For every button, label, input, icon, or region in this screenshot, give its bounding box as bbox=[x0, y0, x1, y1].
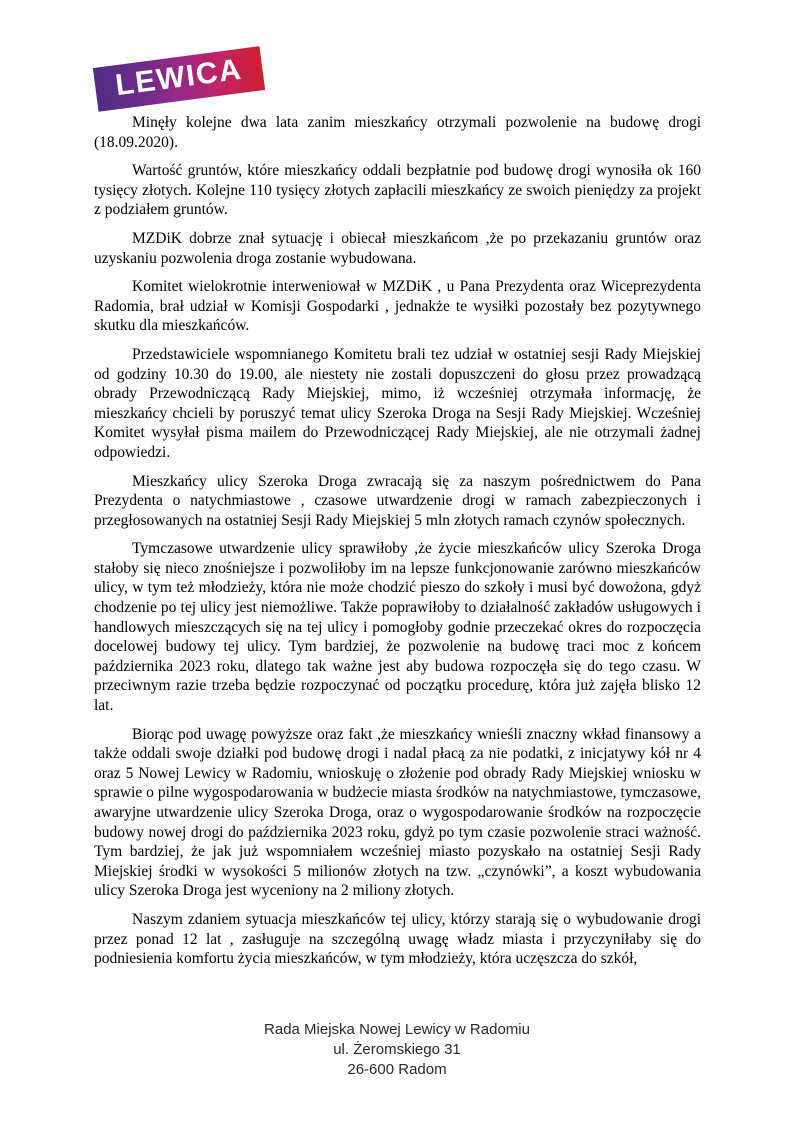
paragraph-7: Tymczasowe utwardzenie ulicy sprawiłoby ,że życie mieszkańców ulicy Szeroka Droga stałoby się nieco znośniejsze i pozwoliłoby im na lepsze funkcjonowanie zarówno mieszkańców ulicy, w tym też młodzieży, która nie może chodzić pieszo do szkoły i musi być dowożona, gdyż chodzenie po tej ulicy jest niemożliwe. Także poprawiłoby to działalność zakładów usługowych i handlowych mieszczących się na tej ulicy i pomogłoby godnie przeczekać okres do rozpoczęcia docelowej budowy tej ulicy. Tym bardziej, że pozwolenie na budowę traci moc z końcem października 2023 roku, dlatego tak ważne jest aby budowa rozpoczęła się do tego czasu. W przeciwnym razie trzeba będzie rozpoczynać od początku procedurę, która już zajęła blisko 12 lat. bbox=[94, 540, 701, 715]
paragraph-6: Mieszkańcy ulicy Szeroka Droga zwracają się za naszym pośrednictwem do Pana Prezydenta o natychmiastowe , czasowe utwardzenie drogi w ramach zabezpieczonych i przegłosowanych na ostatniej Sesji Rady Miejskiej 5 mln złotych ramach czynów społecznych. bbox=[94, 472, 701, 529]
footer-line-street: ul. Żeromskiego 31 bbox=[333, 1041, 461, 1058]
footer-line-organization: Rada Miejska Nowej Lewicy w Radomiu bbox=[264, 1021, 530, 1038]
footer-address bbox=[0, 1020, 794, 1080]
lewica-logo-text: LEWICA bbox=[113, 52, 245, 103]
paragraph-2: Wartość gruntów, które mieszkańcy oddali bezpłatnie pod budowę drogi wynosiła ok 160 tysięcy złotych. Kolejne 110 tysięcy złotych zapłacili mieszkańcy ze swoich pieniędzy za projekt z podziałem gruntów. bbox=[94, 162, 701, 219]
paragraph-9: Naszym zdaniem sytuacja mieszkańców tej ulicy, którzy starają się o wybudowanie drogi przez ponad 12 lat , zasługuje na szczególną uwagę władz miasta i przyczyniłaby się do podniesienia komfortu życia mieszkańców, w tym młodzieży, która uczęszcza do szkół, bbox=[94, 910, 701, 968]
paragraph-3: MZDiK dobrze znał sytuację i obiecał mieszkańcom ,że po przekazaniu gruntów oraz uzyskaniu pozwolenia droga zostanie wybudowana. bbox=[94, 229, 701, 267]
paragraph-8: Biorąc pod uwagę powyższe oraz fakt ,że mieszkańcy wnieśli znaczny wkład finansowy a także oddali swoje działki pod budowę drogi i nadal płacą za nie podatki, z inicjatywy kół nr 4 oraz 5 Nowej Lewicy w Radomiu, wnioskuję o złożenie pod obrady Rady Miejskiej wniosku w sprawie o pilne wygospodarowania w budżecie miasta środków na natychmiastowe, tymczasowe, awaryjne utwardzenie ulicy Szeroka Droga, oraz o wygospodarowanie środków na rozpoczęcie budowy nowej drogi do października 2023 roku, gdyż po tym czasie pozwolenie straci ważność. Tym bardziej, że jak już wspomniałem wcześniej miasto pozyskało na ostatniej Sesji Rady Miejskiej środki w wysokości 5 milionów złotych na tzw. „czynówki”, a koszt wybudowania ulicy Szeroka Droga jest wyceniony na 2 miliony złotych. bbox=[94, 725, 701, 900]
paragraph-4: Komitet wielokrotnie interweniował w MZDiK , u Pana Prezydenta oraz Wiceprezydenta Radomia, brał udział w Komisji Gospodarki , jednakże te wysiłki pozostały bez pozytywnego skutku dla mieszkańców. bbox=[94, 278, 701, 335]
lewica-logo bbox=[93, 46, 265, 112]
paragraph-5: Przedstawiciele wspomnianego Komitetu brali tez udział w ostatniej sesji Rady Miejskiej od godziny 10.30 do 19.00, ale niestety nie zostali dopuszczeni do głosu przez prowadzącą obrady Przewodniczącą Rady Miejskiej, mimo, iż wcześniej otrzymała informację, że mieszkańcy chcieli by poruszyć temat ulicy Szeroka Droga na Sesji Rady Miejskiej. Wcześniej Komitet wysyłał pisma mailem do Przewodniczącej Rady Miejskiej, ale nie otrzymali żadnej odpowiedzi. bbox=[94, 345, 701, 461]
letter-body bbox=[94, 113, 701, 978]
footer-line-city: 26-600 Radom bbox=[347, 1061, 447, 1078]
paragraph-1: Minęły kolejne dwa lata zanim mieszkańcy otrzymali pozwolenie na budowę drogi (18.09.2020). bbox=[94, 114, 701, 151]
